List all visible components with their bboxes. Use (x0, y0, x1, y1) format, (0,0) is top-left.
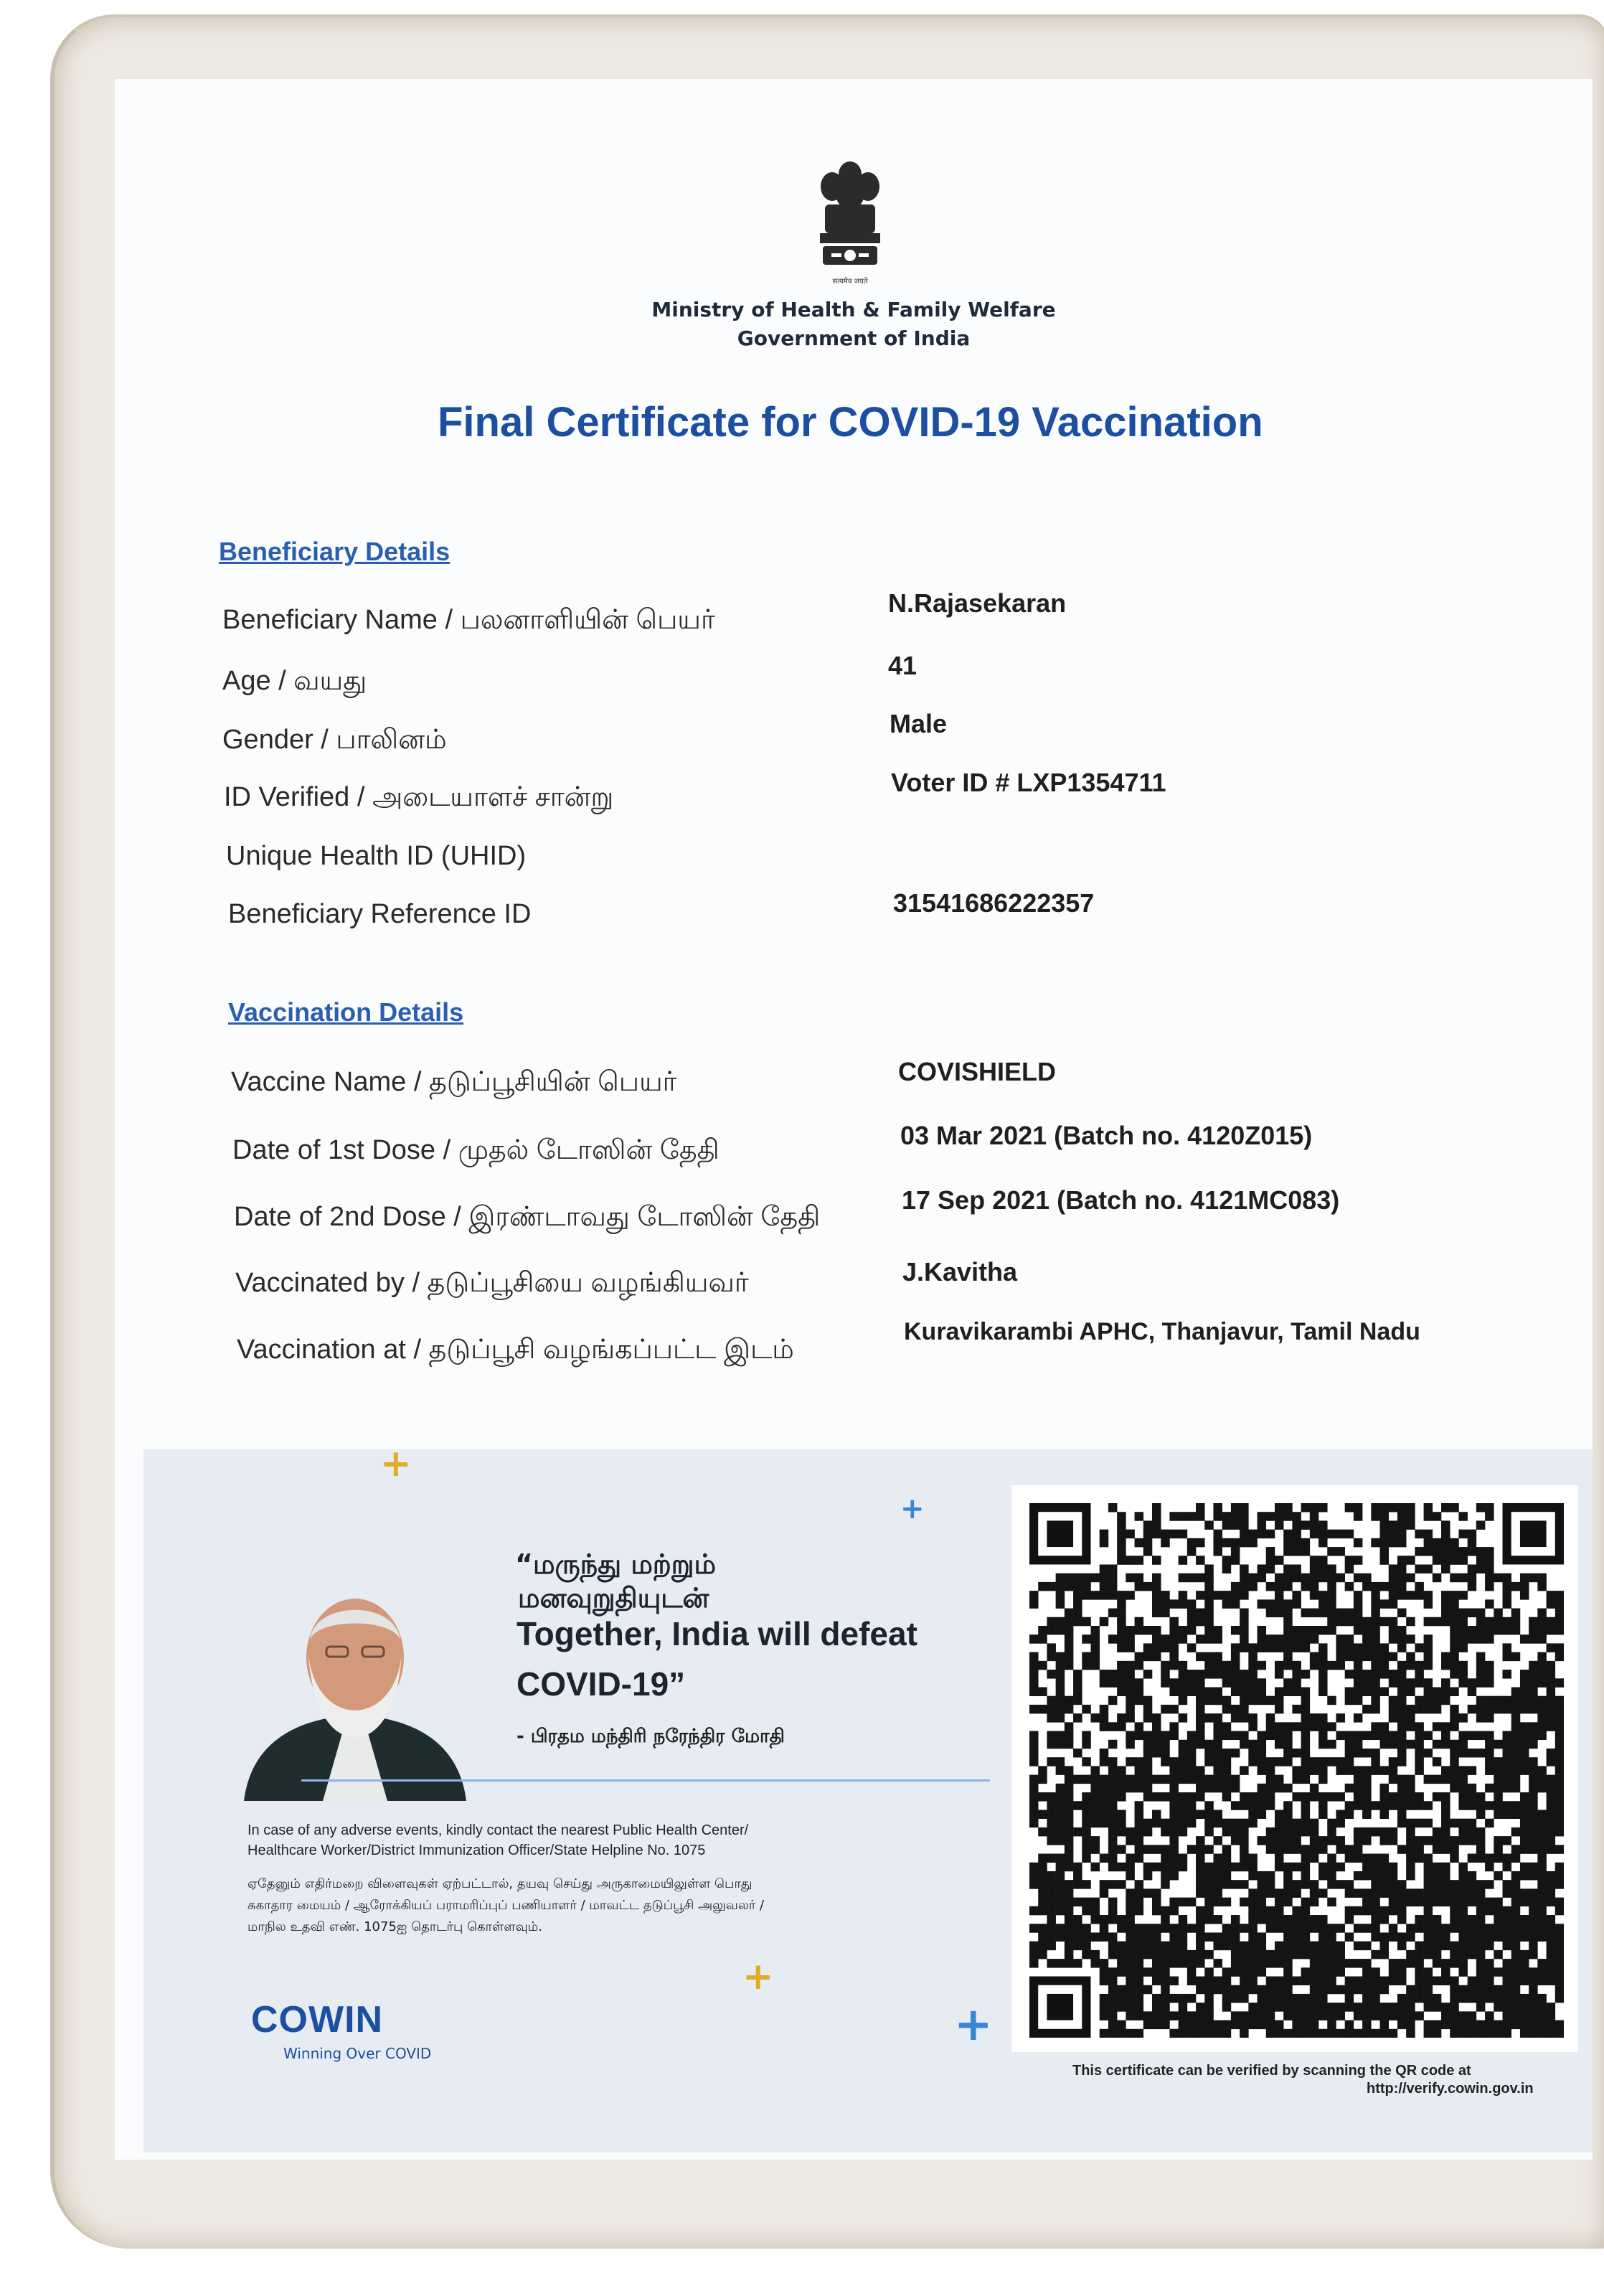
vaccination-at-value: Kuravikarambi APHC, Thanjavur, Tamil Nadu (904, 1318, 1420, 1345)
id-verified-label: ID Verified / அடையாளச் சான்று (224, 782, 614, 812)
qr-code (1029, 1503, 1564, 2038)
beneficiary-reference-id-label: Beneficiary Reference ID (228, 899, 532, 929)
vaccination-details-heading: Vaccination Details (228, 997, 464, 1027)
certificate-title: Final Certificate for COVID-19 Vaccination (438, 399, 1263, 446)
uhid-label: Unique Health ID (UHID) (226, 841, 527, 871)
cowin-tagline: Winning Over COVID (283, 2045, 432, 2062)
plus-blue-icon: + (954, 1998, 993, 2051)
quote-english-line2: COVID-19” (516, 1665, 686, 1703)
quote-attribution: - பிரதம மந்திரி நரேந்திர மோதி (516, 1726, 785, 1747)
second-dose-date-value: 17 Sep 2021 (Batch no. 4121MC083) (902, 1185, 1340, 1215)
first-dose-date-label: Date of 1st Dose / முதல் டோஸின் தேதி (232, 1135, 720, 1165)
prime-minister-portrait (237, 1571, 473, 1801)
quote-tamil-line1: “மருந்து மற்றும் (515, 1548, 717, 1580)
beneficiary-reference-id-value: 31541686222357 (893, 888, 1095, 918)
second-dose-date-label: Date of 2nd Dose / இரண்டாவது டோஸின் தேதி (234, 1202, 821, 1232)
emblem-caption: सत्यमेव जयते (832, 278, 868, 286)
plus-gold-icon: + (742, 1955, 774, 1998)
first-dose-date-value: 03 Mar 2021 (Batch no. 4120Z015) (900, 1121, 1313, 1150)
id-verified-value: Voter ID # LXP1354711 (891, 768, 1166, 797)
helpline-english-line2: Healthcare Worker/District Immunization Officer/State Helpline No. 1075 (247, 1843, 706, 1858)
qr-verify-note-line1: This certificate can be verified by scanning the QR code at (1072, 2063, 1471, 2079)
quote-tamil-line2: மனவுறுதியுடன் (518, 1582, 709, 1614)
qr-verify-note-line2: http://verify.cowin.gov.in (1367, 2081, 1534, 2097)
helpline-english-line1: In case of any adverse events, kindly contact the nearest Public Health Center/ (247, 1822, 749, 1838)
vaccinated-by-label: Vaccinated by / தடுப்பூசியை வழங்கியவர் (235, 1268, 749, 1298)
vaccine-name-label: Vaccine Name / தடுப்பூசியின் பெயர் (231, 1067, 677, 1097)
beneficiary-name-label: Beneficiary Name / பலனாளியின் பெயர் (222, 605, 715, 635)
age-value: 41 (888, 651, 917, 680)
helpline-tamil-line2: சுகாதார மையம் / ஆரோக்கியப் பராமரிப்புப் பணியாளர் / மாவட்ட தடுப்பூசி அலுவலர் / (247, 1898, 765, 1913)
government-name: Government of India (737, 326, 971, 350)
plus-gold-icon: + (380, 1442, 412, 1485)
quote-english-line1: Together, India will defeat (516, 1615, 917, 1652)
beneficiary-name-value: N.Rajasekaran (888, 588, 1067, 618)
ministry-name: Ministry of Health & Family Welfare (651, 298, 1056, 321)
cowin-logo: COWIN (251, 1999, 384, 2041)
helpline-tamil-line3: மாநில உதவி எண். 1075ஐ தொடர்பு கொள்ளவும். (247, 1919, 542, 1934)
gender-label: Gender / பாலினம் (222, 725, 447, 755)
footer-divider (301, 1779, 990, 1782)
national-emblem-icon (807, 154, 893, 291)
vaccine-name-value: COVISHIELD (898, 1057, 1057, 1086)
plus-blue-icon: + (900, 1492, 925, 1525)
helpline-tamil-line1: ஏதேனும் எதிர்மறை விளைவுகள் ஏற்பட்டால், தயவு செய்து அருகாமையிலுள்ள பொது (247, 1876, 753, 1891)
beneficiary-details-heading: Beneficiary Details (219, 537, 450, 566)
vaccinated-by-value: J.Kavitha (902, 1257, 1018, 1286)
age-label: Age / வயது (222, 666, 367, 696)
vaccination-at-label: Vaccination at / தடுப்பூசி வழங்கப்பட்ட இடம் (237, 1335, 794, 1365)
gender-value: Male (890, 709, 948, 738)
